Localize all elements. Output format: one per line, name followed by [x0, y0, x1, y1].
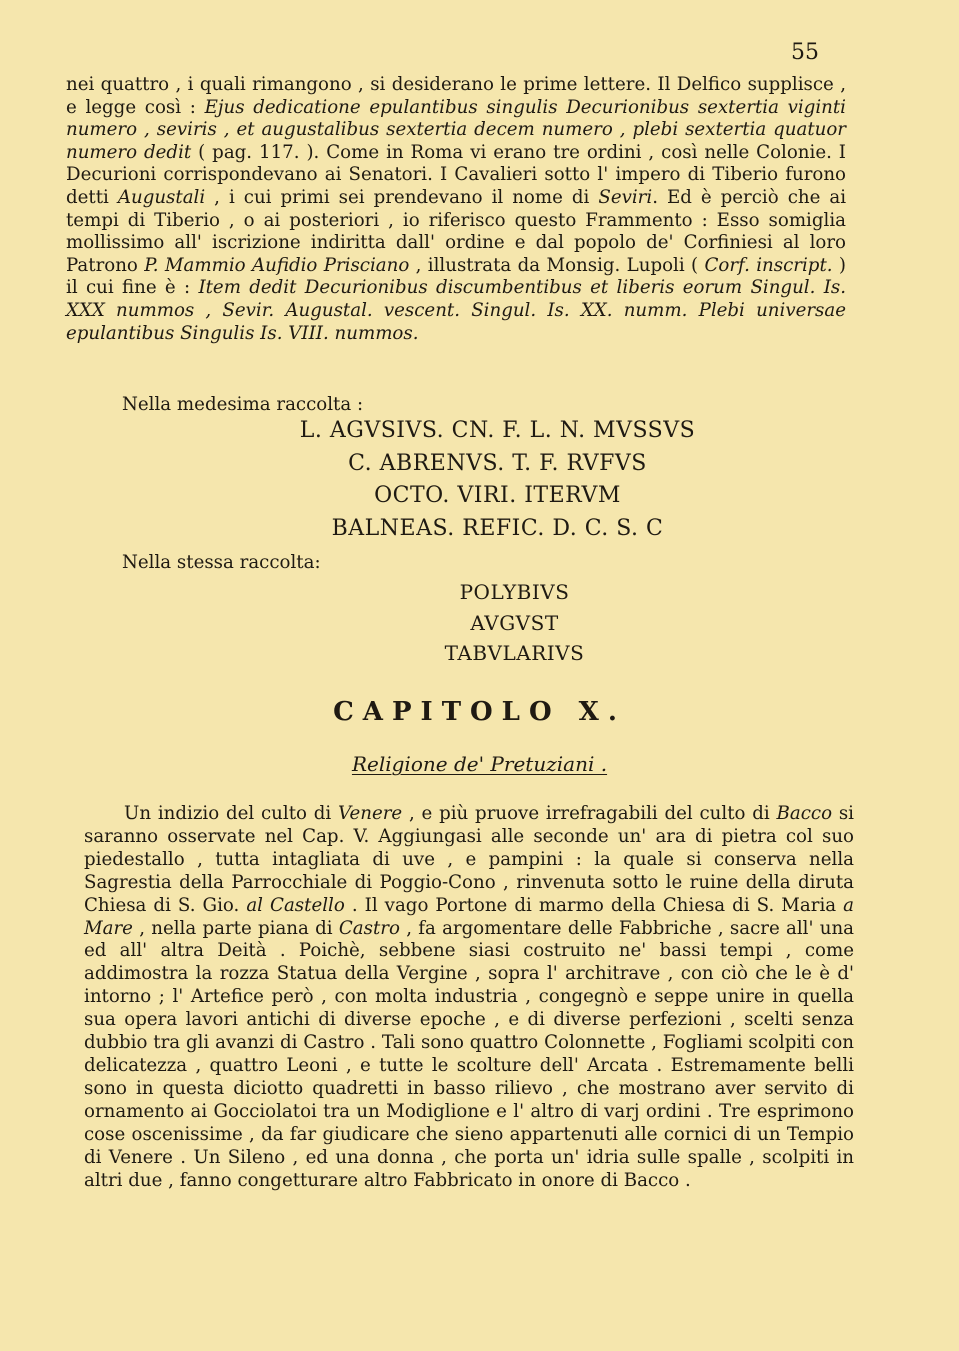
inscription-line: TABVLARIVS — [444, 641, 585, 665]
intro-medesima-raccolta: Nella medesima raccolta : — [122, 394, 364, 415]
place-castro: Castro — [338, 917, 400, 939]
inscription-polybius — [0, 577, 959, 669]
place-castello: al Castello — [246, 894, 345, 916]
text-run: ( pag. 117. ). Come in Roma vi erano tre ordini , così nelle Colonie. I Decurioni corrispondevano ai Senatori. I Cavalieri sotto l' impero di Tiberio furono detti — [66, 141, 846, 208]
intro-stessa-raccolta: Nella stessa raccolta: — [122, 552, 321, 573]
chapter-title: CAPITOLO X. — [333, 697, 626, 727]
place-mare: a Mare — [84, 894, 855, 939]
inscription-line: L. AGVSIVS. CN. F. L. N. MVSSVS — [299, 418, 696, 443]
inscription-line: OCTO. VIRI. ITERVM — [374, 483, 621, 508]
page-number: 55 — [791, 40, 819, 65]
deity-bacco: Bacco — [776, 803, 833, 824]
inscription-line: BALNEAS. REFIC. D. C. S. C — [331, 515, 664, 541]
text-run: si saranno osservate nel Cap. V. Aggiungasi alle seconde un' ara di pietra col suo piedestallo , tutta intagliata di uve , e pampini : la quale si conserva nella Sagrestia della Parrocchiale di Poggio-Cono , rinvenuta sotto le ruine della diruta Chiesa di S. Gio. — [84, 803, 855, 916]
chapter-subtitle: Religione de' Pretuziani . — [351, 752, 608, 776]
inscription-line: C. ABRENVS. T. F. RVFVS — [348, 450, 647, 476]
text-run: , e più pruove irrefragabili del culto di — [402, 803, 777, 824]
text-run: , i cui primi sei prendevano il nome di — [205, 186, 599, 208]
inscription-agusius — [0, 415, 959, 545]
chapter-paragraph — [84, 803, 854, 1192]
inscription-line: AVGVST — [470, 610, 559, 635]
text-run: Un indizio del culto di — [124, 803, 338, 824]
text-run: . Ed è perciò che ai tempi di Tiberio , o ai posteriori , io riferisco questo Frammento : Esso somiglia mollissimo all' iscrizione indiritta dall' ordine e dal popolo de' Corfiniesi al loro Patrono — [66, 186, 847, 276]
deity-venere: Venere — [338, 803, 403, 824]
text-run: , nella parte piana di — [132, 917, 339, 939]
citation: Corf. inscript. — [704, 254, 833, 276]
inscription-line: POLYBIVS — [459, 580, 570, 604]
text-run: , illustrata da Monsig. Lupoli ( — [409, 254, 705, 276]
text-run: , fa argomentare delle Fabbriche , sacre all' una ed all' altra Deità . Poichè, sebbene siasi costruito ne' bassi tempi , come addimostra la rozza Statua della Vergine , sopra l' architrave , con ciò che le è d' intorno ; l' Artefice però , con molta industria , congegnò e seppe unire in quella sua opera lavori antichi di diverse epoche , e di diverse perfezioni , scelti senza dubbio tra gli avanzi di Castro . Tali sono quattro Colonnette , Fogliami scolpiti con delicatezza , quattro Leoni , e tutte le scolture dell' Arcata . Estremamente belli sono in questa diciotto quadretti in basso rilievo , che mostrano aver servito di ornamento ai Gocciolatoi tra un Modiglione e l' altro di varj ordini . Tre esprimono cose oscenissime , da far giudicare che sieno appartenuti alle cornici di un Tempio di Venere . Un Sileno , ed una donna , che porta un' idria sulle spalle , scolpiti in altri due , fanno congetturare altro Fabbricato in onore di Bacco . — [84, 917, 855, 1191]
latin-quotation: Ejus dedicatione epulantibus singulis Decurionibus sextertia viginti numero , seviris , et augustalibus sextertia decem numero , plebi sextertia quatuor numero dedit — [66, 96, 846, 163]
text-run: . Il vago Portone di marmo della Chiesa di S. Maria — [344, 894, 844, 916]
text-run: ) il cui fine è : — [66, 254, 846, 299]
patron-name: P. Mammio Aufidio Prisciano — [144, 254, 410, 276]
text-run: nei quattro , i quali rimangono , si desiderano le prime lettere. Il Delfico supplisce , e legge così : — [66, 74, 846, 118]
latin-quotation: Item dedit Decurionibus discumbentibus et liberis eorum Singul. Is. XXX nummos , Sevir. Augustal. vescent. Singul. Is. XX. numm. Plebi universae epulantibus Singulis Is. VIII. nummos. — [66, 277, 846, 344]
term-augustali: Augustali — [117, 186, 206, 208]
continuation-paragraph — [66, 74, 846, 345]
term-seviri: Seviri — [598, 186, 653, 208]
